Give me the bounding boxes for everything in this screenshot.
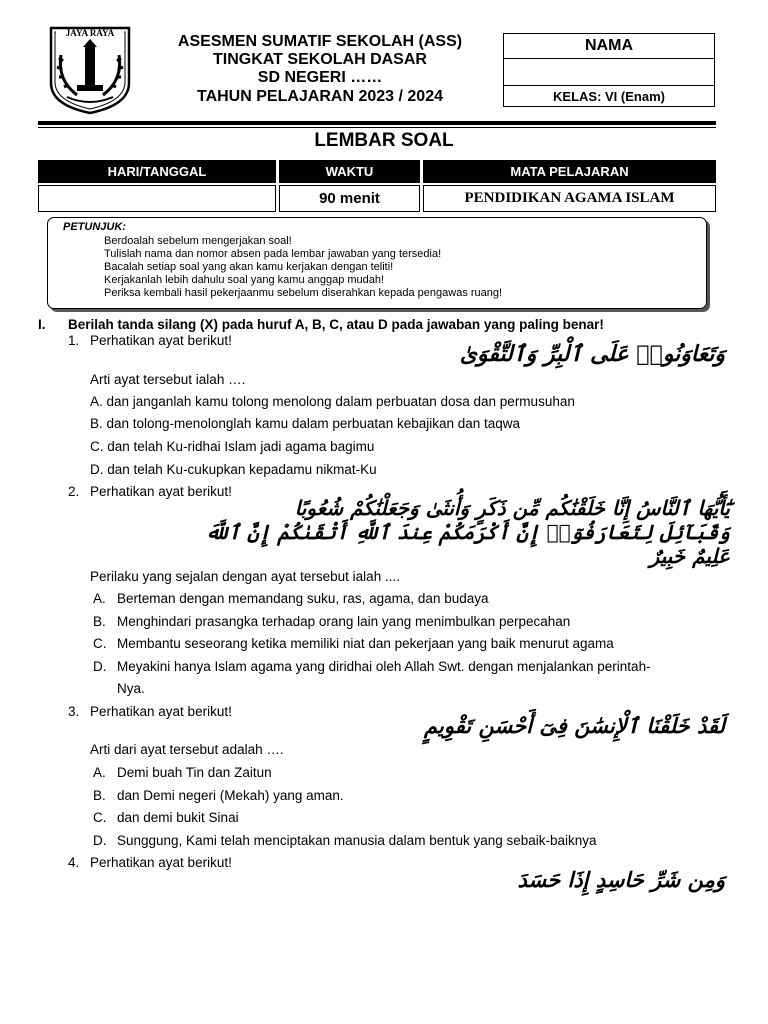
arabic-verse-line: عَلِيمٌ خَبِيرٌ — [649, 544, 730, 568]
school-logo — [47, 25, 133, 115]
header-line-4: TAHUN PELAJARAN 2023 / 2024 — [196, 88, 443, 105]
question-number: 2. — [68, 484, 80, 499]
instruction-item: Berdoalah sebelum mengerjakan soal! — [104, 235, 292, 247]
instructions-title: PETUNJUK: — [63, 221, 126, 233]
header-divider-thick — [38, 121, 716, 125]
answer-option-continuation: Nya. — [117, 681, 145, 696]
answer-letter: D. — [93, 833, 107, 848]
header-line-3: SD NEGERI …… — [257, 69, 383, 86]
answer-option[interactable]: Demi buah Tin dan Zaitun — [117, 765, 272, 780]
info-header-time: WAKTU — [279, 160, 420, 183]
question-number: 4. — [68, 855, 80, 870]
arabic-verse-line: يَٰٓأَيُّهَا ٱلنَّاسُ إِنَّا خَلَقْنَٰكُم مِّن ذَكَرٍ وَأُنثَىٰ وَجَعَلْنَٰكُمْ شُعُوبًا — [294, 496, 730, 520]
info-date-value[interactable] — [38, 185, 276, 212]
instruction-item: Tulislah nama dan nomor absen pada lembar jawaban yang tersedia! — [104, 248, 442, 260]
question-text: Arti dari ayat tersebut adalah …. — [90, 742, 284, 757]
answer-option[interactable]: dan demi bukit Sinai — [117, 810, 239, 825]
instruction-item: Bacalah setiap soal yang akan kamu kerjakan dengan teliti! — [104, 261, 394, 273]
class-label: KELAS: VI (Enam) — [553, 89, 665, 104]
answer-option[interactable]: Meyakini hanya Islam agama yang diridhai oleh Allah Swt. dengan menjalankan perintah- — [117, 659, 651, 674]
answer-option[interactable]: C. dan telah Ku-ridhai Islam jadi agama bagimu — [90, 439, 375, 454]
question-prompt: Perhatikan ayat berikut! — [90, 704, 232, 719]
logo-text: JAYA RAYA — [65, 28, 115, 38]
instruction-item: Periksa kembali hasil pekerjaanmu sebelum diserahkan kepada pengawas ruang! — [104, 287, 503, 299]
instruction-item: Kerjakanlah lebih dahulu soal yang kamu anggap mudah! — [104, 274, 385, 286]
arabic-verse: وَتَعَاوَنُوا۟ عَلَى ٱلْبِرِّ وَٱلتَّقْوَىٰ — [459, 342, 725, 367]
question-prompt: Perhatikan ayat berikut! — [90, 484, 232, 499]
question-text: Arti ayat tersebut ialah …. — [90, 372, 246, 387]
answer-option[interactable]: B. dan tolong-menolonglah kamu dalam perbuatan kebajikan dan taqwa — [90, 416, 521, 431]
answer-letter: B. — [93, 788, 106, 803]
answer-option[interactable]: Sunggung, Kami telah menciptakan manusia dalam bentuk yang sebaik-baiknya — [117, 833, 597, 848]
info-subject-value: PENDIDIKAN AGAMA ISLAM — [423, 185, 716, 212]
answer-option[interactable]: dan Demi negeri (Mekah) yang aman. — [117, 788, 344, 803]
answer-letter: C. — [93, 810, 107, 825]
answer-option[interactable]: Membantu seseorang ketika memiliki niat dan pekerjaan yang baik menurut agama — [117, 636, 614, 651]
answer-letter: A. — [93, 765, 106, 780]
sheet-title: LEMBAR SOAL — [314, 130, 454, 151]
arabic-verse: لَقَدْ خَلَقْنَا ٱلْإِنسَٰنَ فِىٓ أَحْسَنِ تَقْوِيمٍ — [424, 714, 725, 738]
name-field[interactable] — [504, 59, 714, 86]
answer-letter: C. — [93, 636, 107, 651]
section-instruction: Berilah tanda silang (X) pada huruf A, B, C, atau D pada jawaban yang paling benar! — [68, 317, 604, 332]
answer-option[interactable]: Menghindari prasangka terhadap orang lain yang menimbulkan perpecahan — [117, 614, 571, 629]
name-label: NAMA — [504, 34, 714, 59]
header-line-2: TINGKAT SEKOLAH DASAR — [213, 51, 427, 68]
info-header-subject: MATA PELAJARAN — [423, 160, 716, 183]
section-number: I. — [38, 317, 46, 332]
arabic-verse: وَمِن شَرِّ حَاسِدٍ إِذَا حَسَدَ — [517, 868, 725, 892]
info-header-date: HARI/TANGGAL — [38, 160, 276, 183]
answer-letter: D. — [93, 659, 107, 674]
answer-letter: B. — [93, 614, 106, 629]
question-prompt: Perhatikan ayat berikut! — [90, 333, 232, 348]
answer-option[interactable]: D. dan telah Ku-cukupkan kepadamu nikmat-Ku — [90, 462, 377, 477]
info-time-value: 90 menit — [279, 185, 420, 212]
question-prompt: Perhatikan ayat berikut! — [90, 855, 232, 870]
answer-letter: A. — [93, 591, 106, 606]
header-line-1: ASESMEN SUMATIF SEKOLAH (ASS) — [177, 33, 463, 50]
question-number: 3. — [68, 704, 80, 719]
question-number: 1. — [68, 333, 80, 348]
answer-option[interactable]: A. dan janganlah kamu tolong menolong dalam perbuatan dosa dan permusuhan — [90, 394, 575, 409]
arabic-verse-line: وَقَبَآئِلَ لِتَعَارَفُوٓا۟ إِنَّ أَكْرَمَكُمْ عِندَ ٱللَّهِ أَتْقَىٰكُمْ إِنَّ ٱللَّهَ — [204, 520, 730, 544]
answer-option[interactable]: Berteman dengan memandang suku, ras, agama, dan budaya — [117, 591, 489, 606]
header-divider-thin — [38, 127, 716, 128]
name-box — [503, 33, 715, 107]
question-text: Perilaku yang sejalan dengan ayat tersebut ialah .... — [90, 569, 400, 584]
